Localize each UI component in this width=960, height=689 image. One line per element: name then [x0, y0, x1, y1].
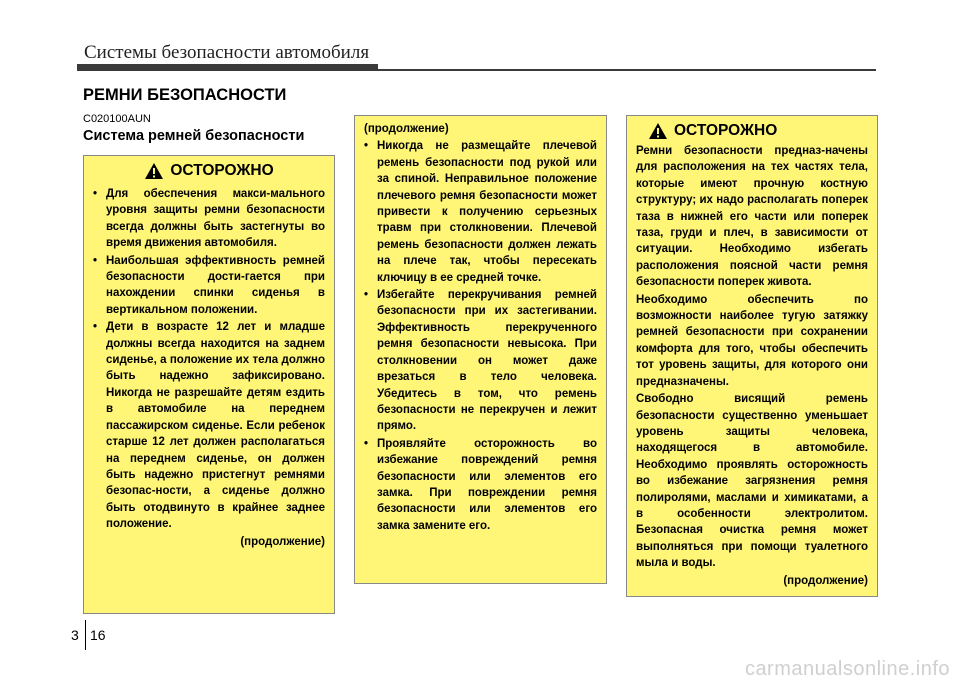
warning-header: [636, 121, 868, 141]
list-item: • Дети в возрасте 12 лет и младше должны всегда находится на заднем сиденье, а положение их тела должно быть надежно зафиксировано. Никогда не разрешайте детям ездить в автомобиле на переднем пассажирском сиденье. Если ребенок старше 12 лет должен располагаться на переднем сиденье, он должен быть надежно пристегнут ремнями безопас-ности, а сиденье должно быть отодвинуто в крайнее заднее положение.: [93, 319, 325, 532]
warning-paragraph: Свободно висящий ремень безопасности существенно уменьшает уровень защиты человека, находящегося в автомобиле. Необходимо проявлять осторожность во избежание загрязнения ремня полиролями, маслами и химикатами, а в особенности электролитом. Безопасная очистка ремня может выполняться при помощи туалетного мыла и воды.: [636, 393, 868, 570]
section-title: РЕМНИ БЕЗОПАСНОСТИ: [83, 86, 287, 104]
warning-paragraph: Ремни безопасности предназ-начены для расположения на тех частях тела, которые имеют прочную костную структуру; их надо располагать поперек таза в нижней его части или поперек таза, груди и плеч, в зависимости от ситуации. Необходимо избегать расположения поясной части ремня безопасности поперек живота.: [636, 145, 868, 289]
continued-label: (продолжение): [240, 535, 325, 548]
warning-triangle-icon: [648, 122, 668, 140]
list-item: • Никогда не размещайте плечевой ремень безопасности под рукой или за спиной. Неправильное положение плечевого ремня безопасности может привести к получению серьезных травм при столкновении. Плечевой ремень безопасности должен лежать на плече так, чтобы пересекать ключицу в ее средней точке.: [364, 138, 597, 286]
running-header: Системы безопасности автомобиля: [84, 42, 370, 63]
warning-list: [93, 186, 325, 533]
list-item: • Проявляйте осторожность во избежание повреждений ремня безопасности или элементов его замка. При повреждении ремня безопасности или элементов его замка замените его.: [364, 436, 597, 534]
warning-box-2: [354, 115, 607, 584]
page-number: 16: [90, 627, 106, 643]
warning-title: ОСТОРОЖНО: [674, 121, 778, 139]
continued-label: (продолжение): [783, 574, 868, 587]
list-item: • Избегайте перекручивания ремней безопасности при их застегивании. Эффективность перекрученного ремня безопасности невысока. При столкновении он может даже врезаться в тело человека. Убедитесь в том, что ремень безопасности не перекручен и лежит прямо.: [364, 287, 597, 435]
subsection-title: Система ремней безопасности: [83, 128, 305, 144]
header-rule-thick: [77, 64, 378, 71]
chapter-number: 3: [71, 627, 79, 643]
page-number-divider: [85, 620, 86, 650]
watermark: carmanualsonline.info: [744, 658, 950, 680]
warning-title: ОСТОРОЖНО: [170, 161, 274, 179]
warning-list: [364, 138, 597, 534]
header-rule-thin: [378, 69, 876, 71]
continued-label: (продолжение): [364, 123, 449, 135]
list-item: • Наибольшая эффективность ремней безопасности дости-гается при нахождении спинки сиденья в вертикальном положении.: [93, 253, 325, 319]
list-item: • Для обеспечения макси-мального уровня защиты ремни безопасности всегда должны быть застегнуты во время движения автомобиля.: [93, 186, 325, 252]
warning-header: [93, 161, 325, 181]
warning-box-3: [626, 115, 878, 597]
warning-box-1: [83, 155, 335, 614]
section-code: C020100AUN: [83, 113, 151, 125]
warning-paragraph: Необходимо обеспечить по возможности наиболее тугую затяжку ремней безопасности при сохранении комфорта для того, чтобы обеспечить тот уровень защиты, для которого они предназначены.: [636, 293, 868, 388]
warning-triangle-icon: [144, 162, 164, 180]
